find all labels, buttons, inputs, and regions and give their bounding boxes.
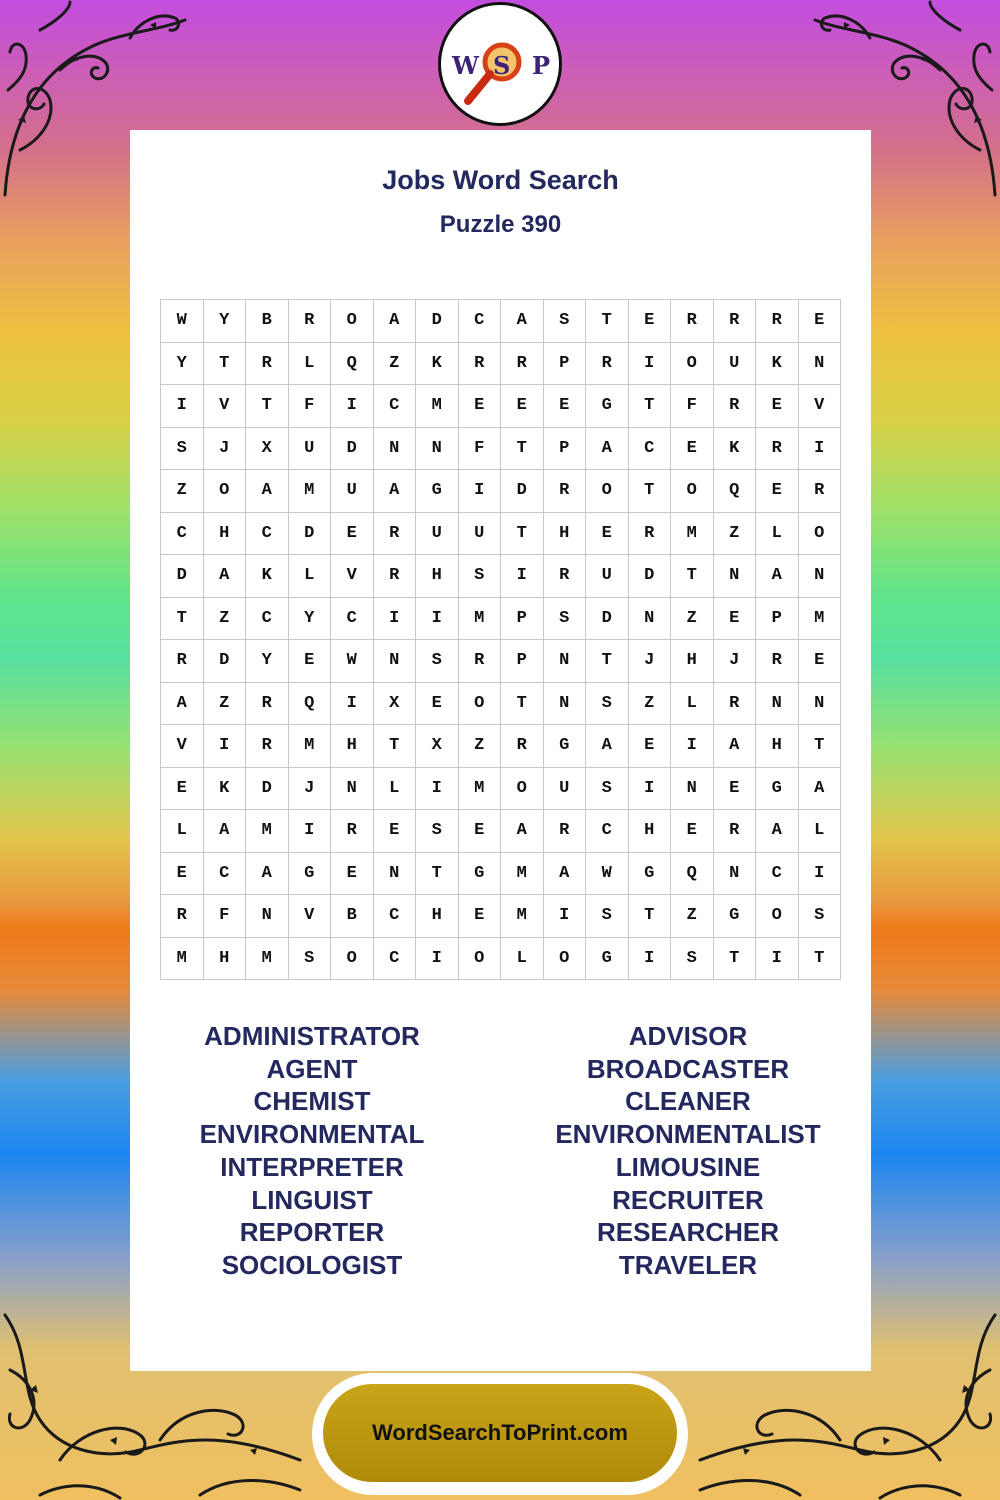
grid-cell[interactable]: M xyxy=(501,853,544,896)
grid-cell[interactable]: O xyxy=(331,300,374,343)
grid-cell[interactable]: T xyxy=(161,598,204,641)
grid-cell[interactable]: N xyxy=(544,683,587,726)
grid-cell[interactable]: S xyxy=(289,938,332,981)
grid-cell[interactable]: D xyxy=(161,555,204,598)
grid-cell[interactable]: E xyxy=(459,810,502,853)
word-list-right xyxy=(530,1020,846,1282)
grid-cell[interactable]: T xyxy=(629,895,672,938)
grid-cell[interactable]: Y xyxy=(204,300,247,343)
grid-cell[interactable]: N xyxy=(374,640,417,683)
grid-cell[interactable]: N xyxy=(374,853,417,896)
grid-cell[interactable]: A xyxy=(756,555,799,598)
grid-cell[interactable]: D xyxy=(246,768,289,811)
grid-cell[interactable]: I xyxy=(629,938,672,981)
grid-cell[interactable]: N xyxy=(416,428,459,471)
grid-cell[interactable]: A xyxy=(204,555,247,598)
grid-cell[interactable]: Z xyxy=(671,895,714,938)
grid-cell[interactable]: M xyxy=(246,938,289,981)
grid-cell[interactable]: R xyxy=(756,640,799,683)
grid-cell[interactable]: N xyxy=(246,895,289,938)
grid-cell[interactable]: A xyxy=(544,853,587,896)
grid-cell[interactable]: R xyxy=(246,683,289,726)
grid-cell[interactable]: C xyxy=(331,598,374,641)
logo-letter-p: P xyxy=(532,51,551,80)
grid-cell[interactable]: U xyxy=(331,470,374,513)
grid-cell[interactable]: D xyxy=(501,470,544,513)
grid-cell[interactable]: M xyxy=(416,385,459,428)
grid-cell[interactable]: V xyxy=(331,555,374,598)
grid-cell[interactable]: H xyxy=(204,513,247,556)
grid-cell[interactable]: U xyxy=(714,343,757,386)
grid-cell[interactable]: N xyxy=(799,555,842,598)
grid-cell[interactable]: R xyxy=(629,513,672,556)
grid-cell[interactable]: I xyxy=(799,853,842,896)
word-list-item: RESEARCHER xyxy=(596,1217,780,1248)
grid-cell[interactable]: T xyxy=(246,385,289,428)
grid-cell[interactable]: X xyxy=(246,428,289,471)
grid-cell[interactable]: M xyxy=(671,513,714,556)
grid-cell[interactable]: N xyxy=(544,640,587,683)
grid-cell[interactable]: M xyxy=(459,598,502,641)
grid-cell[interactable]: P xyxy=(544,343,587,386)
word-list-item: INTERPRETER xyxy=(220,1151,404,1182)
logo-letter-w: W xyxy=(452,51,479,80)
grid-cell[interactable]: S xyxy=(586,768,629,811)
grid-cell[interactable]: A xyxy=(756,810,799,853)
grid-cell[interactable]: N xyxy=(374,428,417,471)
grid-cell[interactable]: O xyxy=(799,513,842,556)
grid-cell[interactable]: C xyxy=(161,513,204,556)
grid-cell[interactable]: T xyxy=(501,428,544,471)
grid-cell[interactable]: C xyxy=(246,598,289,641)
grid-cell[interactable]: R xyxy=(799,470,842,513)
grid-cell[interactable]: O xyxy=(586,470,629,513)
grid-cell[interactable]: H xyxy=(671,640,714,683)
grid-cell[interactable]: I xyxy=(501,555,544,598)
grid-cell[interactable]: E xyxy=(459,895,502,938)
grid-cell[interactable]: E xyxy=(374,810,417,853)
grid-cell[interactable]: R xyxy=(714,385,757,428)
grid-cell[interactable]: E xyxy=(629,300,672,343)
word-list-item: ADMINISTRATOR xyxy=(204,1021,420,1051)
grid-cell[interactable]: I xyxy=(671,725,714,768)
grid-cell[interactable]: U xyxy=(586,555,629,598)
grid-cell[interactable]: K xyxy=(714,428,757,471)
grid-cell[interactable]: R xyxy=(289,300,332,343)
grid-cell[interactable]: A xyxy=(374,300,417,343)
grid-cell[interactable]: T xyxy=(629,385,672,428)
grid-cell[interactable]: J xyxy=(629,640,672,683)
grid-cell[interactable]: T xyxy=(629,470,672,513)
grid-cell[interactable]: H xyxy=(204,938,247,981)
grid-cell[interactable]: C xyxy=(374,385,417,428)
grid-cell[interactable]: I xyxy=(416,938,459,981)
grid-cell[interactable]: E xyxy=(544,385,587,428)
grid-cell[interactable]: D xyxy=(416,300,459,343)
grid-cell[interactable]: H xyxy=(416,895,459,938)
grid-cell[interactable]: D xyxy=(331,428,374,471)
grid-cell[interactable]: T xyxy=(671,555,714,598)
puzzle-number: Puzzle 390 xyxy=(439,211,562,238)
word-list-item: ENVIRONMENTALIST xyxy=(555,1119,821,1150)
grid-cell[interactable]: F xyxy=(459,428,502,471)
grid-cell[interactable]: Z xyxy=(204,598,247,641)
grid-cell[interactable]: G xyxy=(586,385,629,428)
grid-cell[interactable]: H xyxy=(331,725,374,768)
grid-cell[interactable]: A xyxy=(586,428,629,471)
grid-cell[interactable]: N xyxy=(671,768,714,811)
grid-cell[interactable]: S xyxy=(586,683,629,726)
grid-cell[interactable]: L xyxy=(756,513,799,556)
grid-cell[interactable]: G xyxy=(756,768,799,811)
grid-cell[interactable]: S xyxy=(416,810,459,853)
grid-cell[interactable]: T xyxy=(374,725,417,768)
word-list-item: BROADCASTER xyxy=(586,1053,790,1084)
grid-cell[interactable]: H xyxy=(756,725,799,768)
grid-cell[interactable]: S xyxy=(416,640,459,683)
grid-cell[interactable]: C xyxy=(374,938,417,981)
grid-cell[interactable]: L xyxy=(161,810,204,853)
grid-cell[interactable]: Y xyxy=(289,598,332,641)
grid-cell[interactable]: T xyxy=(799,725,842,768)
grid-cell[interactable]: R xyxy=(714,683,757,726)
grid-cell[interactable]: R xyxy=(586,343,629,386)
grid-cell[interactable]: B xyxy=(246,300,289,343)
grid-cell[interactable]: A xyxy=(204,810,247,853)
wsp-logo[interactable] xyxy=(438,2,562,126)
grid-cell[interactable]: T xyxy=(501,513,544,556)
grid-cell[interactable]: W xyxy=(331,640,374,683)
grid-cell[interactable]: N xyxy=(714,853,757,896)
word-list-item: LINGUIST xyxy=(251,1184,373,1215)
grid-cell[interactable]: E xyxy=(714,598,757,641)
grid-cell[interactable]: H xyxy=(416,555,459,598)
letter-grid xyxy=(160,299,841,980)
grid-cell[interactable]: R xyxy=(756,428,799,471)
grid-cell[interactable]: N xyxy=(331,768,374,811)
grid-cell[interactable]: R xyxy=(459,343,502,386)
grid-cell[interactable]: L xyxy=(799,810,842,853)
grid-cell[interactable]: C xyxy=(586,810,629,853)
grid-cell[interactable]: M xyxy=(289,725,332,768)
grid-cell[interactable]: H xyxy=(544,513,587,556)
grid-cell[interactable]: M xyxy=(501,895,544,938)
grid-cell[interactable]: D xyxy=(586,598,629,641)
footer-button-frame xyxy=(312,1373,688,1495)
grid-cell[interactable]: Y xyxy=(246,640,289,683)
grid-cell[interactable]: E xyxy=(714,768,757,811)
grid-cell[interactable]: D xyxy=(629,555,672,598)
grid-cell[interactable]: Q xyxy=(714,470,757,513)
grid-cell[interactable]: J xyxy=(289,768,332,811)
logo-letter-s: S xyxy=(493,51,511,80)
grid-cell[interactable]: C xyxy=(246,513,289,556)
grid-cell[interactable]: T xyxy=(586,300,629,343)
grid-cell[interactable]: A xyxy=(246,853,289,896)
grid-cell[interactable]: E xyxy=(799,640,842,683)
grid-cell[interactable]: T xyxy=(586,640,629,683)
grid-cell[interactable]: V xyxy=(289,895,332,938)
grid-cell[interactable]: O xyxy=(756,895,799,938)
grid-cell[interactable]: E xyxy=(331,513,374,556)
grid-cell[interactable]: L xyxy=(289,555,332,598)
grid-cell[interactable]: C xyxy=(629,428,672,471)
grid-cell[interactable]: K xyxy=(416,343,459,386)
grid-cell[interactable]: F xyxy=(289,385,332,428)
grid-cell[interactable]: G xyxy=(586,938,629,981)
grid-cell[interactable]: C xyxy=(204,853,247,896)
grid-cell[interactable]: V xyxy=(161,725,204,768)
word-list-item: ENVIRONMENTAL xyxy=(199,1119,425,1150)
puzzle-card xyxy=(130,130,871,1371)
grid-cell[interactable]: I xyxy=(799,428,842,471)
grid-cell[interactable]: N xyxy=(799,343,842,386)
grid-cell[interactable]: S xyxy=(544,598,587,641)
grid-cell[interactable]: E xyxy=(501,385,544,428)
grid-cell[interactable]: W xyxy=(161,300,204,343)
grid-cell[interactable]: R xyxy=(671,300,714,343)
grid-cell[interactable]: R xyxy=(501,725,544,768)
grid-cell[interactable]: K xyxy=(756,343,799,386)
grid-cell[interactable]: T xyxy=(799,938,842,981)
grid-cell[interactable]: I xyxy=(544,895,587,938)
grid-cell[interactable]: A xyxy=(246,470,289,513)
grid-cell[interactable]: X xyxy=(374,683,417,726)
grid-cell[interactable]: D xyxy=(204,640,247,683)
grid-cell[interactable]: O xyxy=(331,938,374,981)
grid-cell[interactable]: G xyxy=(714,895,757,938)
grid-cell[interactable]: E xyxy=(459,385,502,428)
grid-cell[interactable]: Z xyxy=(204,683,247,726)
grid-cell[interactable]: P xyxy=(544,428,587,471)
word-list-item: TRAVELER xyxy=(618,1249,758,1280)
grid-cell[interactable]: K xyxy=(246,555,289,598)
grid-cell[interactable]: O xyxy=(459,938,502,981)
grid-cell[interactable]: N xyxy=(629,598,672,641)
grid-cell[interactable]: L xyxy=(501,938,544,981)
grid-cell[interactable]: R xyxy=(161,895,204,938)
word-list-item: ADVISOR xyxy=(628,1021,748,1051)
grid-cell[interactable]: A xyxy=(501,300,544,343)
grid-cell[interactable]: A xyxy=(586,725,629,768)
word-list-item: LIMOUSINE xyxy=(615,1151,761,1182)
grid-cell[interactable]: P xyxy=(501,640,544,683)
grid-cell[interactable]: G xyxy=(416,470,459,513)
grid-cell[interactable]: Z xyxy=(714,513,757,556)
grid-cell[interactable]: O xyxy=(671,343,714,386)
grid-cell[interactable]: J xyxy=(714,640,757,683)
grid-cell[interactable]: R xyxy=(246,725,289,768)
grid-cell[interactable]: H xyxy=(629,810,672,853)
grid-cell[interactable]: C xyxy=(756,853,799,896)
grid-cell[interactable]: A xyxy=(374,470,417,513)
word-list-item: CHEMIST xyxy=(253,1086,371,1117)
page-title: Jobs Word Search xyxy=(382,165,619,195)
grid-cell[interactable]: A xyxy=(161,683,204,726)
grid-cell[interactable]: N xyxy=(756,683,799,726)
grid-cell[interactable]: E xyxy=(799,300,842,343)
grid-cell[interactable]: R xyxy=(544,555,587,598)
grid-cell[interactable]: Q xyxy=(671,853,714,896)
grid-cell[interactable]: E xyxy=(416,683,459,726)
grid-cell[interactable]: I xyxy=(459,470,502,513)
grid-cell[interactable]: E xyxy=(629,725,672,768)
grid-cell[interactable]: R xyxy=(161,640,204,683)
grid-cell[interactable]: A xyxy=(501,810,544,853)
grid-cell[interactable]: Z xyxy=(374,343,417,386)
grid-cell[interactable]: L xyxy=(671,683,714,726)
grid-cell[interactable]: E xyxy=(161,853,204,896)
word-list-left xyxy=(172,1020,452,1282)
grid-cell[interactable]: E xyxy=(756,385,799,428)
grid-cell[interactable]: Q xyxy=(289,683,332,726)
grid-cell[interactable]: P xyxy=(501,598,544,641)
grid-cell[interactable]: R xyxy=(544,810,587,853)
grid-cell[interactable]: O xyxy=(544,938,587,981)
grid-cell[interactable]: C xyxy=(374,895,417,938)
grid-cell[interactable]: N xyxy=(714,555,757,598)
grid-cell[interactable]: M xyxy=(246,810,289,853)
word-list-item: AGENT xyxy=(266,1053,358,1084)
grid-cell[interactable]: S xyxy=(161,428,204,471)
word-list-item: SOCIOLOGIST xyxy=(221,1249,403,1280)
grid-cell[interactable]: T xyxy=(501,683,544,726)
grid-cell[interactable]: O xyxy=(459,683,502,726)
grid-cell[interactable]: C xyxy=(459,300,502,343)
grid-cell[interactable]: G xyxy=(459,853,502,896)
grid-cell[interactable]: R xyxy=(756,300,799,343)
grid-cell[interactable]: A xyxy=(714,725,757,768)
grid-cell[interactable]: S xyxy=(671,938,714,981)
grid-cell[interactable]: U xyxy=(544,768,587,811)
grid-cell[interactable]: G xyxy=(289,853,332,896)
grid-cell[interactable]: X xyxy=(416,725,459,768)
grid-cell[interactable]: U xyxy=(416,513,459,556)
grid-cell[interactable]: R xyxy=(501,343,544,386)
grid-cell[interactable]: Z xyxy=(629,683,672,726)
grid-cell[interactable]: W xyxy=(586,853,629,896)
grid-cell[interactable]: I xyxy=(416,768,459,811)
grid-cell[interactable]: I xyxy=(331,683,374,726)
grid-cell[interactable]: L xyxy=(374,768,417,811)
grid-cell[interactable]: U xyxy=(459,513,502,556)
grid-cell[interactable]: O xyxy=(204,470,247,513)
grid-cell[interactable]: S xyxy=(544,300,587,343)
grid-cell[interactable]: M xyxy=(289,470,332,513)
grid-cell[interactable]: R xyxy=(544,470,587,513)
grid-cell[interactable]: R xyxy=(714,810,757,853)
grid-cell[interactable]: T xyxy=(416,853,459,896)
grid-cell[interactable]: Y xyxy=(161,343,204,386)
grid-cell[interactable]: F xyxy=(204,895,247,938)
grid-cell[interactable]: L xyxy=(289,343,332,386)
grid-cell[interactable]: N xyxy=(799,683,842,726)
grid-cell[interactable]: T xyxy=(204,343,247,386)
grid-cell[interactable]: R xyxy=(459,640,502,683)
grid-cell[interactable]: G xyxy=(544,725,587,768)
grid-cell[interactable]: M xyxy=(459,768,502,811)
grid-cell[interactable]: E xyxy=(161,768,204,811)
grid-cell[interactable]: I xyxy=(756,938,799,981)
grid-cell[interactable]: E xyxy=(671,810,714,853)
grid-cell[interactable]: J xyxy=(204,428,247,471)
grid-cell[interactable]: Z xyxy=(459,725,502,768)
grid-cell[interactable]: E xyxy=(586,513,629,556)
grid-cell[interactable]: E xyxy=(671,428,714,471)
grid-cell[interactable]: O xyxy=(671,470,714,513)
grid-cell[interactable]: V xyxy=(799,385,842,428)
grid-cell[interactable]: A xyxy=(799,768,842,811)
grid-cell[interactable]: B xyxy=(331,895,374,938)
word-list-item: REPORTER xyxy=(239,1217,385,1248)
grid-cell[interactable]: R xyxy=(246,343,289,386)
grid-cell[interactable]: M xyxy=(161,938,204,981)
grid-cell[interactable]: I xyxy=(161,385,204,428)
grid-cell[interactable]: Z xyxy=(671,598,714,641)
grid-cell[interactable]: S xyxy=(799,895,842,938)
grid-cell[interactable]: E xyxy=(289,640,332,683)
grid-cell[interactable]: G xyxy=(629,853,672,896)
grid-cell[interactable]: K xyxy=(204,768,247,811)
grid-cell[interactable]: I xyxy=(629,343,672,386)
grid-cell[interactable]: Q xyxy=(331,343,374,386)
website-link-button[interactable]: WordSearchToPrint.com xyxy=(323,1384,677,1482)
grid-cell[interactable]: I xyxy=(204,725,247,768)
grid-cell[interactable]: T xyxy=(714,938,757,981)
grid-cell[interactable]: R xyxy=(331,810,374,853)
grid-cell[interactable]: Z xyxy=(161,470,204,513)
grid-cell[interactable]: I xyxy=(374,598,417,641)
grid-cell[interactable]: V xyxy=(204,385,247,428)
grid-cell[interactable]: U xyxy=(289,428,332,471)
grid-cell[interactable]: R xyxy=(714,300,757,343)
grid-cell[interactable]: R xyxy=(374,513,417,556)
grid-cell[interactable]: F xyxy=(671,385,714,428)
grid-cell[interactable]: D xyxy=(289,513,332,556)
grid-cell[interactable]: I xyxy=(416,598,459,641)
grid-cell[interactable]: P xyxy=(756,598,799,641)
grid-cell[interactable]: I xyxy=(289,810,332,853)
grid-cell[interactable]: S xyxy=(586,895,629,938)
word-list-item: RECRUITER xyxy=(612,1184,764,1215)
grid-cell[interactable]: M xyxy=(799,598,842,641)
grid-cell[interactable]: O xyxy=(501,768,544,811)
grid-cell[interactable]: I xyxy=(629,768,672,811)
grid-cell[interactable]: E xyxy=(756,470,799,513)
grid-cell[interactable]: R xyxy=(374,555,417,598)
grid-cell[interactable]: I xyxy=(331,385,374,428)
word-list-item: CLEANER xyxy=(625,1086,751,1117)
grid-cell[interactable]: S xyxy=(459,555,502,598)
grid-cell[interactable]: E xyxy=(331,853,374,896)
